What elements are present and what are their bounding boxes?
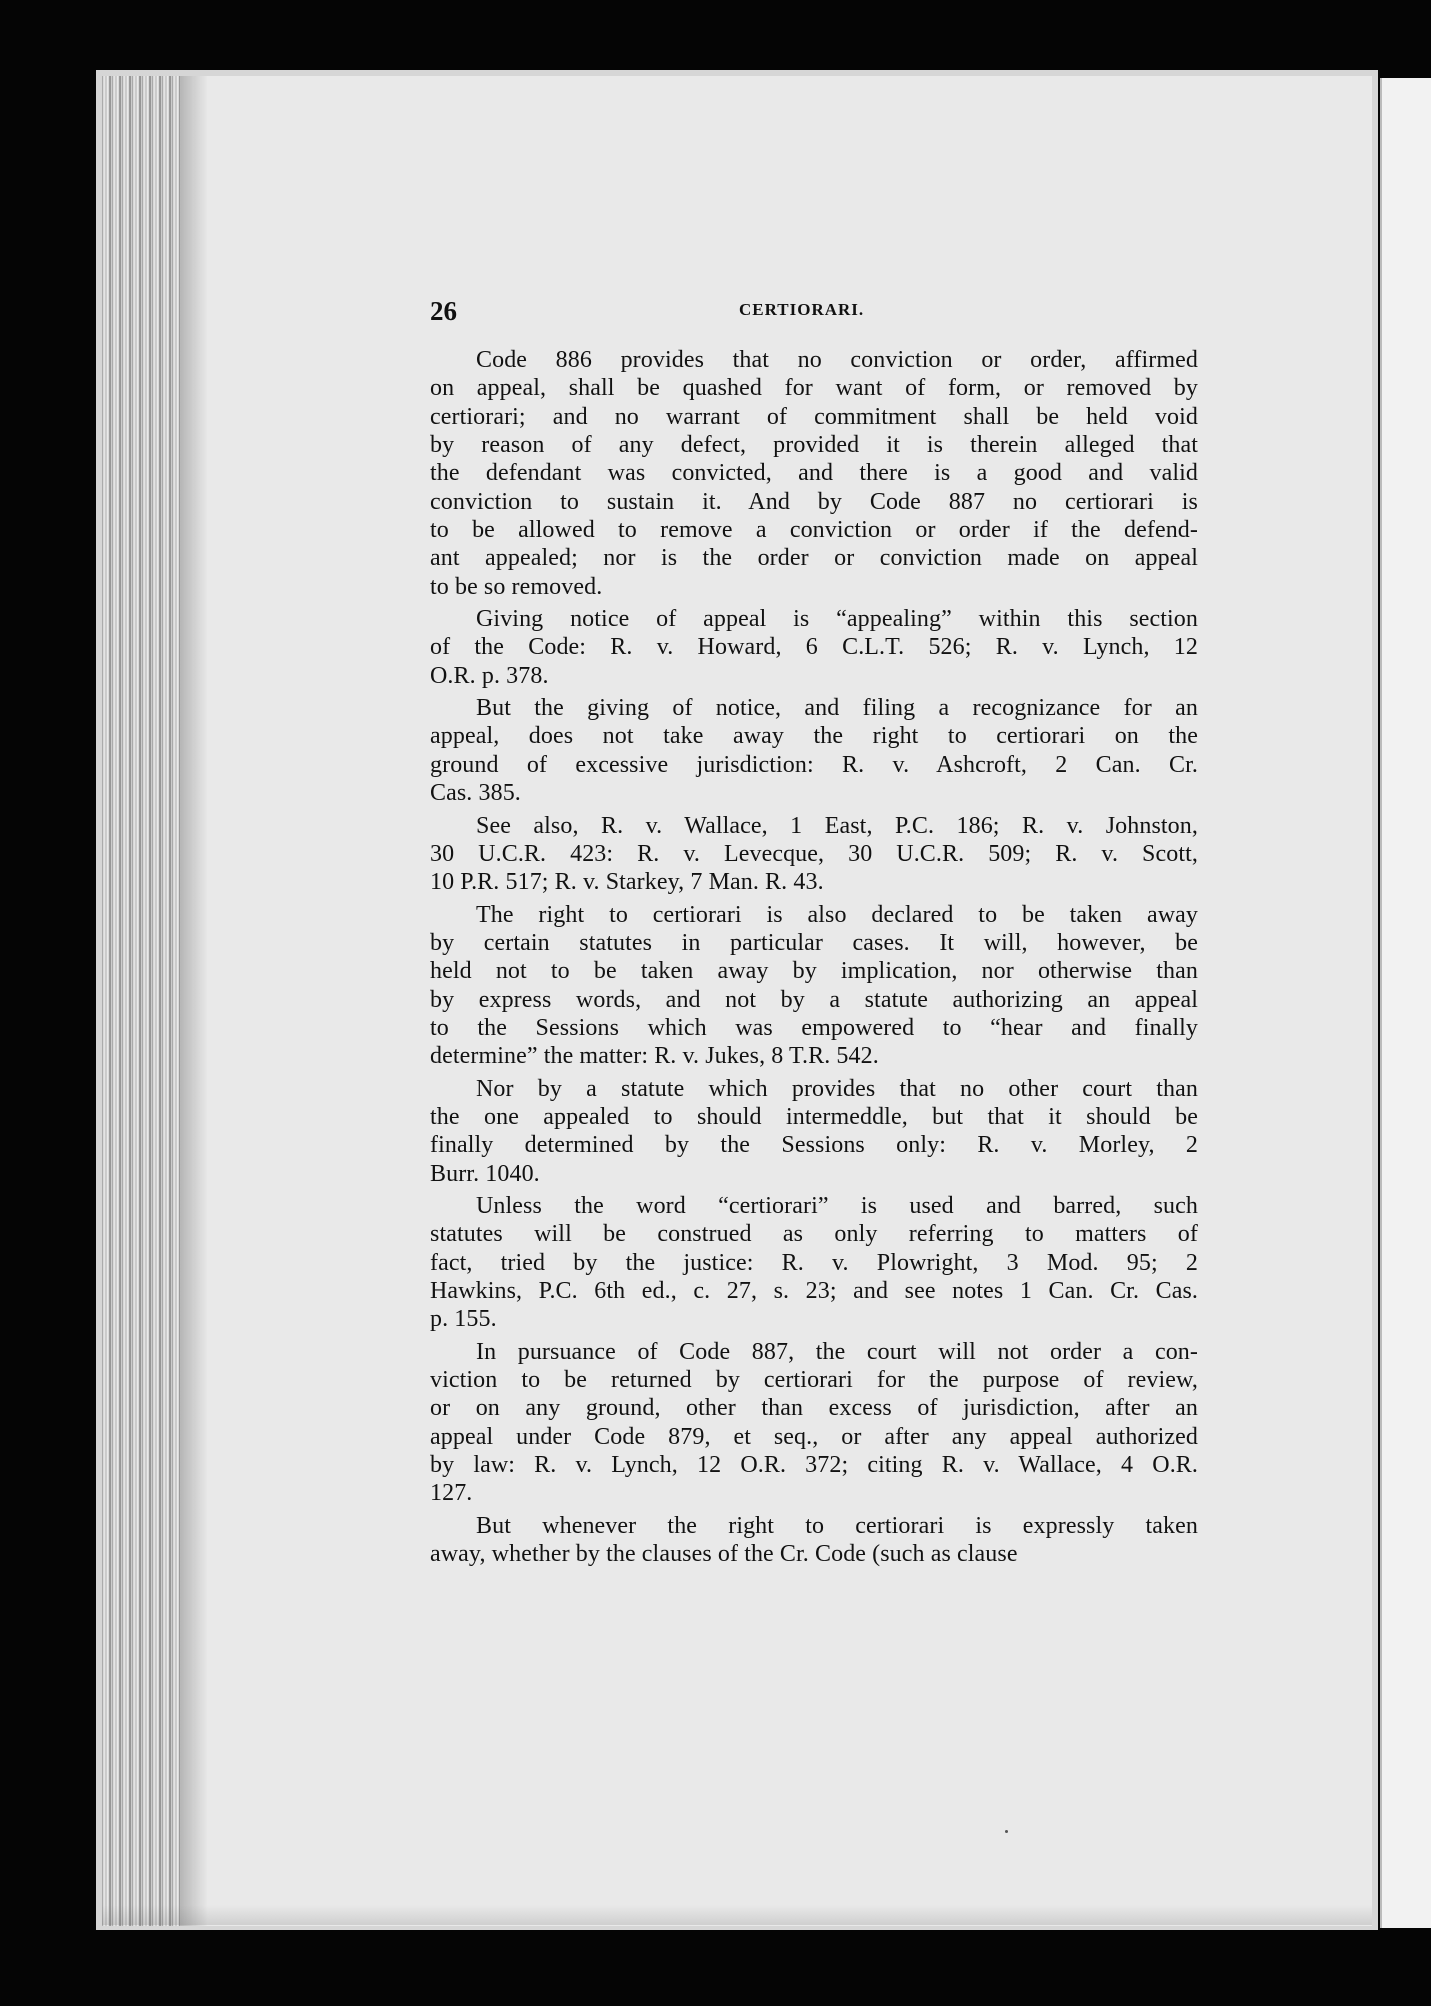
text-line: or on any ground, other than excess of jurisdiction, after an: [430, 1395, 1198, 1422]
page-number: 26: [430, 296, 457, 326]
paragraph: [430, 1075, 1198, 1188]
paragraph: [430, 346, 1198, 601]
text-line: Unless the word “certiorari” is used and barred, such: [476, 1192, 1198, 1219]
paragraph: [430, 694, 1198, 807]
adjacent-page-edge: [1380, 78, 1431, 1928]
text-line: Hawkins, P.C. 6th ed., c. 27, s. 23; and see notes 1 Can. Cr. Cas.: [430, 1278, 1198, 1304]
text-line: the defendant was convicted, and there is a good and valid: [430, 460, 1198, 487]
text-line: 10 P.R. 517; R. v. Starkey, 7 Man. R. 43.: [430, 869, 824, 896]
text-line: by certain statutes in particular cases. It will, however, be: [430, 929, 1198, 956]
text-line: See also, R. v. Wallace, 1 East, P.C. 186; R. v. Johnston,: [476, 812, 1198, 839]
page-header: [430, 296, 1198, 326]
text-line: to be so removed.: [430, 573, 603, 600]
text-line: to the Sessions which was empowered to “hear and finally: [430, 1014, 1198, 1041]
text-line: fact, tried by the justice: R. v. Plowright, 3 Mod. 95; 2: [430, 1249, 1198, 1276]
text-line: statutes will be construed as only referring to matters of: [430, 1221, 1198, 1248]
text-line: But whenever the right to certiorari is expressly taken: [476, 1512, 1198, 1539]
scan-mark: [1005, 1830, 1008, 1833]
text-line: p. 155.: [430, 1306, 497, 1333]
text-line: appeal under Code 879, et seq., or after any appeal authorized: [430, 1423, 1198, 1450]
text-line: by law: R. v. Lynch, 12 O.R. 372; citing R. v. Wallace, 4 O.R.: [430, 1452, 1198, 1479]
text-line: ant appealed; nor is the order or conviction made on appeal: [430, 545, 1198, 572]
text-line: ground of excessive jurisdiction: R. v. Ashcroft, 2 Can. Cr.: [430, 751, 1198, 778]
text-line: determine” the matter: R. v. Jukes, 8 T.R. 542.: [430, 1043, 879, 1070]
paragraph: [430, 812, 1198, 897]
text-line: 30 U.C.R. 423: R. v. Levecque, 30 U.C.R. 509; R. v. Scott,: [430, 840, 1198, 867]
page-bottom-shadow: [102, 1905, 1372, 1925]
paragraph: [430, 1512, 1198, 1569]
text-line: Giving notice of appeal is “appealing” within this section: [476, 606, 1198, 633]
text-line: the one appealed to should intermeddle, but that it should be: [430, 1103, 1198, 1130]
text-line: Nor by a statute which provides that no other court than: [476, 1075, 1198, 1102]
text-line: of the Code: R. v. Howard, 6 C.L.T. 526; R. v. Lynch, 12: [430, 634, 1198, 661]
paragraph: [430, 1192, 1198, 1334]
text-line: away, whether by the clauses of the Cr. Code (such as clause: [430, 1541, 1018, 1568]
text-line: Cas. 385.: [430, 780, 521, 807]
text-line: The right to certiorari is also declared to be taken away: [476, 901, 1198, 928]
text-line: O.R. p. 378.: [430, 662, 549, 689]
page-edge: [102, 76, 180, 1926]
paragraph: [430, 1338, 1198, 1508]
paragraph: [430, 605, 1198, 690]
text-line: to be allowed to remove a conviction or order if the defend-: [430, 517, 1198, 544]
text-line: In pursuance of Code 887, the court will not order a con-: [476, 1338, 1198, 1365]
text-line: certiorari; and no warrant of commitment shall be held void: [430, 403, 1198, 430]
running-title: CERTIORARI.: [739, 300, 865, 319]
text-line: on appeal, shall be quashed for want of form, or removed by: [430, 375, 1198, 402]
paragraph: [430, 901, 1198, 1071]
text-line: appeal, does not take away the right to certiorari on the: [430, 723, 1198, 750]
text-line: viction to be returned by certiorari for the purpose of review,: [430, 1367, 1198, 1394]
text-line: Burr. 1040.: [430, 1160, 540, 1187]
text-line: 127.: [430, 1480, 473, 1507]
text-line: by express words, and not by a statute authorizing an appeal: [430, 986, 1198, 1013]
document-text: [430, 346, 1198, 1572]
text-line: But the giving of notice, and filing a recognizance for an: [476, 695, 1198, 722]
text-line: finally determined by the Sessions only: R. v. Morley, 2: [430, 1132, 1198, 1159]
text-line: conviction to sustain it. And by Code 887 no certiorari is: [430, 488, 1198, 515]
text-line: by reason of any defect, provided it is therein alleged that: [430, 432, 1198, 459]
text-line: Code 886 provides that no conviction or order, affirmed: [476, 347, 1198, 373]
text-line: held not to be taken away by implication, nor otherwise than: [430, 958, 1198, 985]
